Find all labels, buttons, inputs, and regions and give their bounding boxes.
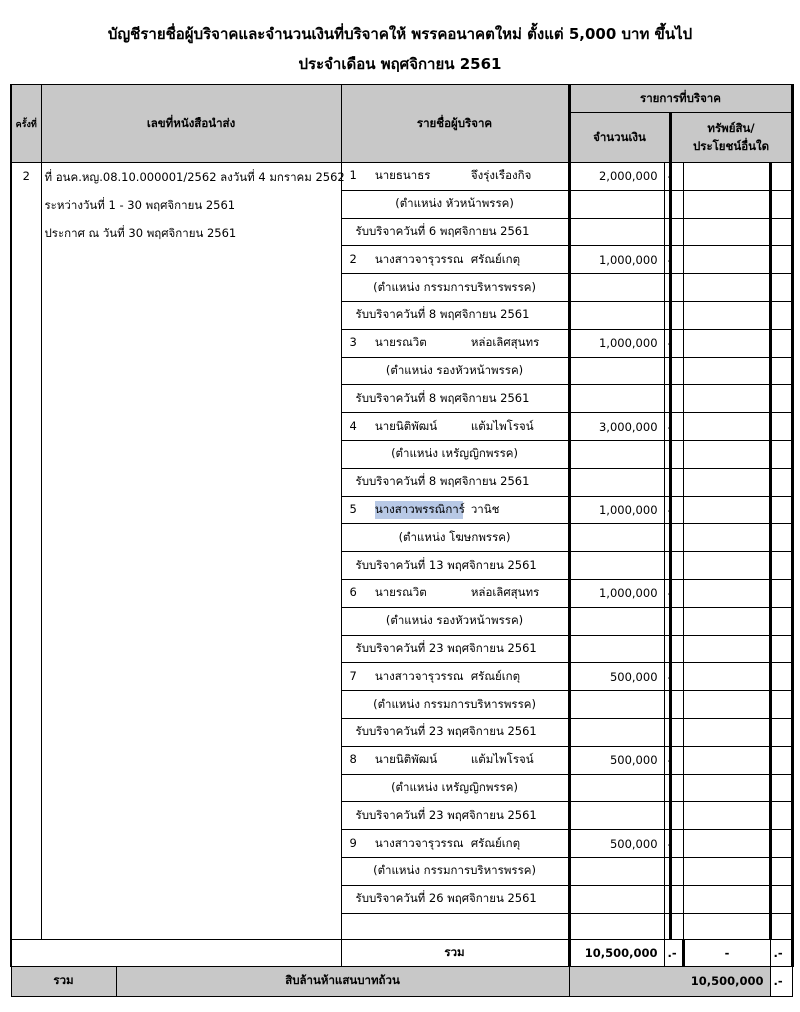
empty-cell — [683, 830, 770, 858]
donor-position: (ตำแหน่ง รองหัวหน้าพรรค) — [341, 607, 569, 635]
donor-first-name: นายนิติพัฒน์ — [374, 418, 438, 433]
donor-date: รับบริจาควันที่ 13 พฤศจิกายน 2561 — [341, 552, 569, 580]
empty-cell — [569, 357, 664, 385]
donor-date: รับบริจาควันที่ 8 พฤศจิกายน 2561 — [341, 385, 569, 413]
empty-cell — [770, 218, 792, 246]
empty-cell — [670, 190, 683, 218]
empty-cell — [683, 190, 770, 218]
donor-amount-dash: - — [664, 246, 670, 274]
empty-cell — [770, 440, 792, 468]
donor-no: 7 — [349, 668, 357, 683]
donor-position: (ตำแหน่ง กรรมการบริหารพรรค) — [341, 857, 569, 885]
subtotal-dash: .- — [664, 939, 683, 966]
empty-cell — [770, 607, 792, 635]
donor-no: 3 — [349, 335, 357, 350]
empty-cell — [683, 524, 770, 552]
donor-no: 8 — [349, 752, 357, 767]
header-amount: จำนวนเงิน — [569, 113, 670, 163]
donor-position: (ตำแหน่ง กรรมการบริหารพรรค) — [341, 274, 569, 302]
empty-cell — [569, 774, 664, 802]
donor-date: รับบริจาควันที่ 26 พฤศจิกายน 2561 — [341, 885, 569, 913]
empty-cell — [770, 746, 792, 774]
empty-cell — [670, 746, 683, 774]
empty-cell — [670, 774, 683, 802]
donor-amount-dash: - — [664, 830, 670, 858]
subtotal-assets-dash: .- — [770, 939, 792, 966]
empty-cell — [670, 385, 683, 413]
donor-amount: 500,000 — [569, 830, 664, 858]
empty-cell — [683, 440, 770, 468]
empty-cell — [569, 385, 664, 413]
header-assets-line1: ทรัพย์สิน/ — [707, 120, 755, 135]
empty-cell — [670, 802, 683, 830]
empty-cell — [770, 691, 792, 719]
empty-cell — [770, 385, 792, 413]
empty-cell — [683, 913, 770, 939]
subtotal-label: รวม — [341, 939, 569, 966]
document-subtitle: ประจำเดือน พฤศจิกายน 2561 — [298, 55, 502, 73]
donor-no: 5 — [349, 501, 357, 516]
empty-cell — [670, 357, 683, 385]
empty-cell — [770, 552, 792, 580]
donor-position: (ตำแหน่ง เหรัญญิกพรรค) — [341, 440, 569, 468]
donor-date: รับบริจาควันที่ 23 พฤศจิกายน 2561 — [341, 718, 569, 746]
empty-cell — [683, 218, 770, 246]
empty-cell — [770, 635, 792, 663]
letter-cell — [41, 163, 345, 940]
donor-date: รับบริจาควันที่ 8 พฤศจิกายน 2561 — [341, 301, 569, 329]
grand-total-row — [11, 966, 792, 996]
donor-name — [341, 413, 569, 441]
donor-no: 9 — [349, 835, 357, 850]
donor-first-name: นายรณวิต — [374, 585, 427, 600]
donor-amount: 3,000,000 — [569, 413, 664, 441]
donor-amount-dash: - — [664, 496, 670, 524]
donor-position: (ตำแหน่ง เหรัญญิกพรรค) — [341, 774, 569, 802]
donor-name — [341, 496, 569, 524]
donor-amount-dash: - — [664, 413, 670, 441]
grand-total-in-words: สิบล้านห้าแสนบาทถ้วน — [116, 966, 569, 996]
subtotal-assets: - — [683, 939, 770, 966]
empty-cell — [770, 802, 792, 830]
empty-cell — [569, 718, 664, 746]
donor-no: 4 — [349, 418, 357, 433]
header-donation-items: รายการที่บริจาค — [569, 85, 792, 113]
letter-line: ระหว่างวันที่ 1 - 30 พฤศจิกายน 2561 — [44, 198, 236, 212]
donor-no: 1 — [349, 168, 357, 183]
empty-cell — [569, 552, 664, 580]
donor-amount: 500,000 — [569, 746, 664, 774]
donor-position: (ตำแหน่ง หัวหน้าพรรค) — [341, 190, 569, 218]
empty-cell — [569, 274, 664, 302]
donor-first-name: นายธนาธร — [374, 168, 431, 183]
donor-position: (ตำแหน่ง โฆษกพรรค) — [341, 524, 569, 552]
empty-cell — [569, 885, 664, 913]
donor-name — [341, 746, 569, 774]
empty-cell — [670, 218, 683, 246]
donor-name — [341, 246, 569, 274]
letter-line: ประกาศ ณ วันที่ 30 พฤศจิกายน 2561 — [44, 226, 237, 240]
empty-cell — [569, 691, 664, 719]
empty-cell — [670, 274, 683, 302]
empty-cell — [683, 746, 770, 774]
empty-cell — [683, 857, 770, 885]
empty-cell — [683, 718, 770, 746]
empty-cell — [683, 246, 770, 274]
empty-cell — [569, 857, 664, 885]
empty-cell — [569, 607, 664, 635]
donor-surname: แต้มไพโรจน์ — [470, 418, 534, 433]
empty-cell — [569, 913, 664, 939]
empty-cell — [770, 913, 792, 939]
empty-cell — [683, 885, 770, 913]
empty-cell — [670, 663, 683, 691]
empty-cell — [683, 663, 770, 691]
empty-cell — [770, 301, 792, 329]
empty-cell — [683, 496, 770, 524]
donor-amount: 1,000,000 — [569, 329, 664, 357]
donor-date: รับบริจาควันที่ 8 พฤศจิกายน 2561 — [341, 468, 569, 496]
table-row — [11, 163, 792, 191]
empty-cell — [770, 524, 792, 552]
header-assets-line2: ประโยชน์อื่นใด — [692, 138, 770, 153]
donor-amount-dash: - — [664, 329, 670, 357]
empty-cell — [770, 857, 792, 885]
empty-cell — [670, 857, 683, 885]
empty-cell — [341, 913, 569, 939]
empty-cell — [683, 301, 770, 329]
empty-cell — [670, 246, 683, 274]
donor-amount-dash: - — [664, 746, 670, 774]
empty-cell — [770, 496, 792, 524]
empty-cell — [569, 802, 664, 830]
empty-cell — [569, 635, 664, 663]
empty-cell — [683, 274, 770, 302]
donor-date: รับบริจาควันที่ 6 พฤศจิกายน 2561 — [341, 218, 569, 246]
donor-first-name: นางสาวจารุวรรณ — [374, 668, 464, 683]
donor-first-name: นางสาวพรรณิการ์ — [375, 501, 463, 519]
donor-name — [341, 830, 569, 858]
header-donor-names: รายชื่อผู้บริจาค — [341, 85, 569, 163]
empty-cell — [770, 774, 792, 802]
donor-no: 6 — [349, 585, 357, 600]
donor-surname: ศรัณย์เกตุ — [470, 835, 521, 850]
empty-cell — [683, 552, 770, 580]
document-title: บัญชีรายชื่อผู้บริจาคและจำนวนเงินที่บริจาคให้ พรรคอนาคตใหม่ ตั้งแต่ 5,000 บาท ขึ้นไป — [107, 25, 693, 43]
empty-cell — [770, 329, 792, 357]
donor-first-name: นางสาวจารุวรรณ — [374, 835, 464, 850]
empty-cell — [770, 885, 792, 913]
donor-surname: จึงรุ่งเรืองกิจ — [470, 168, 532, 183]
empty-cell — [770, 579, 792, 607]
header-row — [11, 85, 792, 113]
empty-cell — [670, 413, 683, 441]
donor-name — [341, 579, 569, 607]
donor-name — [341, 163, 569, 191]
empty-cell — [670, 524, 683, 552]
empty-cell — [683, 329, 770, 357]
empty-cell — [569, 468, 664, 496]
subtotal-amount: 10,500,000 — [569, 939, 664, 966]
empty-cell — [670, 579, 683, 607]
letter-line: ที่ อนค.หญ.08.10.000001/2562 ลงวันที่ 4 มกราคม 2562 — [44, 170, 345, 184]
donor-surname: วานิช — [470, 501, 500, 516]
empty-cell — [770, 663, 792, 691]
donor-position: (ตำแหน่ง กรรมการบริหารพรรค) — [341, 691, 569, 719]
donor-surname: แต้มไพโรจน์ — [470, 752, 534, 767]
empty-cell — [770, 830, 792, 858]
seq-cell: 2 — [11, 163, 41, 940]
donor-name — [341, 329, 569, 357]
empty-cell — [683, 691, 770, 719]
grand-total-amount: 10,500,000 — [569, 966, 770, 996]
donation-table — [10, 84, 794, 997]
empty-cell — [670, 691, 683, 719]
donor-position: (ตำแหน่ง รองหัวหน้าพรรค) — [341, 357, 569, 385]
empty-cell — [683, 413, 770, 441]
donor-surname: ศรัณย์เกตุ — [470, 668, 521, 683]
empty-cell — [770, 274, 792, 302]
donor-amount-dash: - — [664, 163, 670, 191]
empty-cell — [670, 552, 683, 580]
empty-cell — [683, 607, 770, 635]
donor-first-name: นายรณวิต — [374, 335, 427, 350]
empty-cell — [670, 440, 683, 468]
empty-cell — [770, 246, 792, 274]
empty-cell — [683, 468, 770, 496]
empty-cell — [670, 496, 683, 524]
empty-cell — [683, 802, 770, 830]
empty-cell — [683, 635, 770, 663]
empty-cell — [670, 301, 683, 329]
donor-first-name: นายนิติพัฒน์ — [374, 752, 438, 767]
empty-cell — [11, 939, 341, 966]
empty-cell — [770, 468, 792, 496]
empty-cell — [770, 413, 792, 441]
empty-cell — [670, 635, 683, 663]
empty-cell — [569, 524, 664, 552]
empty-cell — [569, 218, 664, 246]
donor-amount: 2,000,000 — [569, 163, 664, 191]
empty-cell — [670, 718, 683, 746]
empty-cell — [683, 357, 770, 385]
empty-cell — [670, 885, 683, 913]
empty-cell — [683, 385, 770, 413]
empty-cell — [683, 579, 770, 607]
empty-cell — [770, 163, 792, 191]
empty-cell — [683, 163, 770, 191]
empty-cell — [683, 774, 770, 802]
donor-first-name: นางสาวจารุวรรณ — [374, 251, 464, 266]
donor-amount: 1,000,000 — [569, 496, 664, 524]
donor-date: รับบริจาควันที่ 23 พฤศจิกายน 2561 — [341, 802, 569, 830]
empty-cell — [670, 163, 683, 191]
donor-surname: หล่อเลิศสุนทร — [470, 335, 540, 350]
donor-amount-dash: - — [664, 663, 670, 691]
empty-cell — [770, 190, 792, 218]
donor-date: รับบริจาควันที่ 23 พฤศจิกายน 2561 — [341, 635, 569, 663]
header-assets — [670, 113, 792, 163]
empty-cell — [670, 913, 683, 939]
empty-cell — [670, 468, 683, 496]
donor-surname: ศรัณย์เกตุ — [470, 251, 521, 266]
subtotal-row — [11, 939, 792, 966]
empty-cell — [670, 607, 683, 635]
empty-cell — [569, 190, 664, 218]
empty-cell — [569, 301, 664, 329]
donor-amount: 500,000 — [569, 663, 664, 691]
empty-cell — [770, 718, 792, 746]
empty-cell — [770, 357, 792, 385]
empty-cell — [670, 329, 683, 357]
donor-surname: หล่อเลิศสุนทร — [470, 585, 540, 600]
header-letter-no: เลขที่หนังสือนำส่ง — [41, 85, 341, 163]
grand-total-dash: .- — [770, 966, 792, 996]
donor-amount: 1,000,000 — [569, 246, 664, 274]
donor-amount: 1,000,000 — [569, 579, 664, 607]
donor-name — [341, 663, 569, 691]
donor-amount-dash: - — [664, 579, 670, 607]
empty-cell — [670, 830, 683, 858]
grand-total-label: รวม — [11, 966, 116, 996]
donor-no: 2 — [349, 251, 357, 266]
header-seq: ครั้งที่ — [11, 85, 41, 163]
empty-cell — [569, 440, 664, 468]
